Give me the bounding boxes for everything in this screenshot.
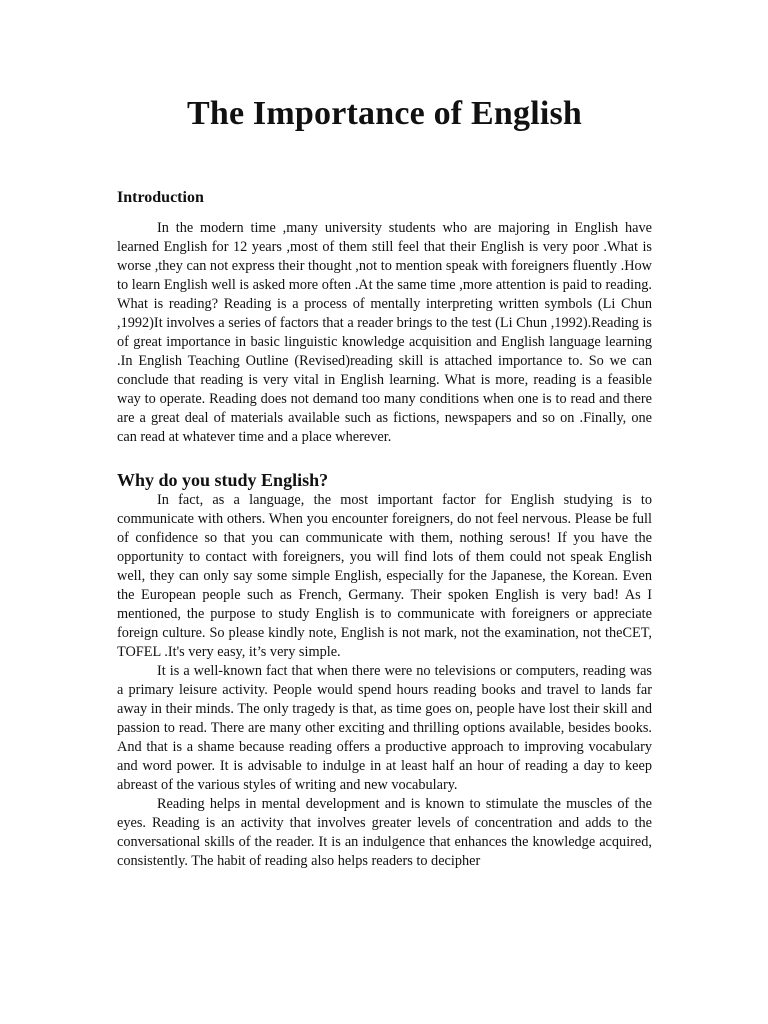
section-heading-introduction: Introduction [117, 189, 204, 206]
section-heading-why-study-english: Why do you study English? [117, 470, 329, 490]
introduction-paragraph: In the modern time ,many university students who are majoring in English have learned English for 12 years ,most of them still feel that their English is very poor .What is worse ,they can not express their thought ,not to mention speak with foreigners fluently .How to learn English well is asked more often .At the same time ,more attention is paid to reading. What is reading? Reading is a process of mentally interpreting written symbols (Li Chun ,1992)It involves a series of factors that a reader brings to the test (Li Chun ,1992).Reading is of great importance in basic linguistic knowledge acquisition and English language learning .In English Teaching Outline (Revised)reading skill is attached importance to. So we can conclude that reading is very vital in English learning. What is more, reading is a feasible way to operate. Reading does not demand too many conditions when one is to read and there are a great deal of materials available such as fictions, newspapers and so on .Finally, one can read at whatever time and a place wherever. [117, 220, 652, 445]
document-title: The Importance of English [186, 95, 583, 132]
why-paragraph-mental-development: Reading helps in mental development and is known to stimulate the muscles of the eyes. Reading is an activity that involves greater levels of concentration and adds to the conversational skills of the reader. It is an indulgence that enhances the knowledge acquired, consistently. The habit of reading also helps readers to decipher [117, 796, 652, 869]
why-paragraph-communication: In fact, as a language, the most important factor for English studying is to communicate with others. When you encounter foreigners, do not feel nervous. Please be full of confidence so that you can communicate with them, nothing serous! If you have the opportunity to contact with foreigners, you will find lots of them could not speak English well, they can only say some simple English, especially for the Japanese, the Korean. Even the European people such as French, Germany. Their spoken English is very bad! As I mentioned, the purpose to study English is to communicate with foreigners or appreciate foreign culture. So please kindly note, English is not mark, not the examination, not theCET, TOFEL .It's very easy, it’s very simple. [117, 492, 652, 660]
why-paragraph-reading-leisure: It is a well-known fact that when there were no televisions or computers, reading was a primary leisure activity. People would spend hours reading books and travel to lands far away in their minds. The only tragedy is that, as time goes on, people have lost their skill and passion to read. There are many other exciting and thrilling options available, besides books. And that is a shame because reading offers a productive approach to improving vocabulary and word power. It is advisable to indulge in at least half an hour of reading a day to keep abreast of the various styles of writing and new vocabulary. [117, 663, 652, 793]
document-body [117, 92, 652, 871]
